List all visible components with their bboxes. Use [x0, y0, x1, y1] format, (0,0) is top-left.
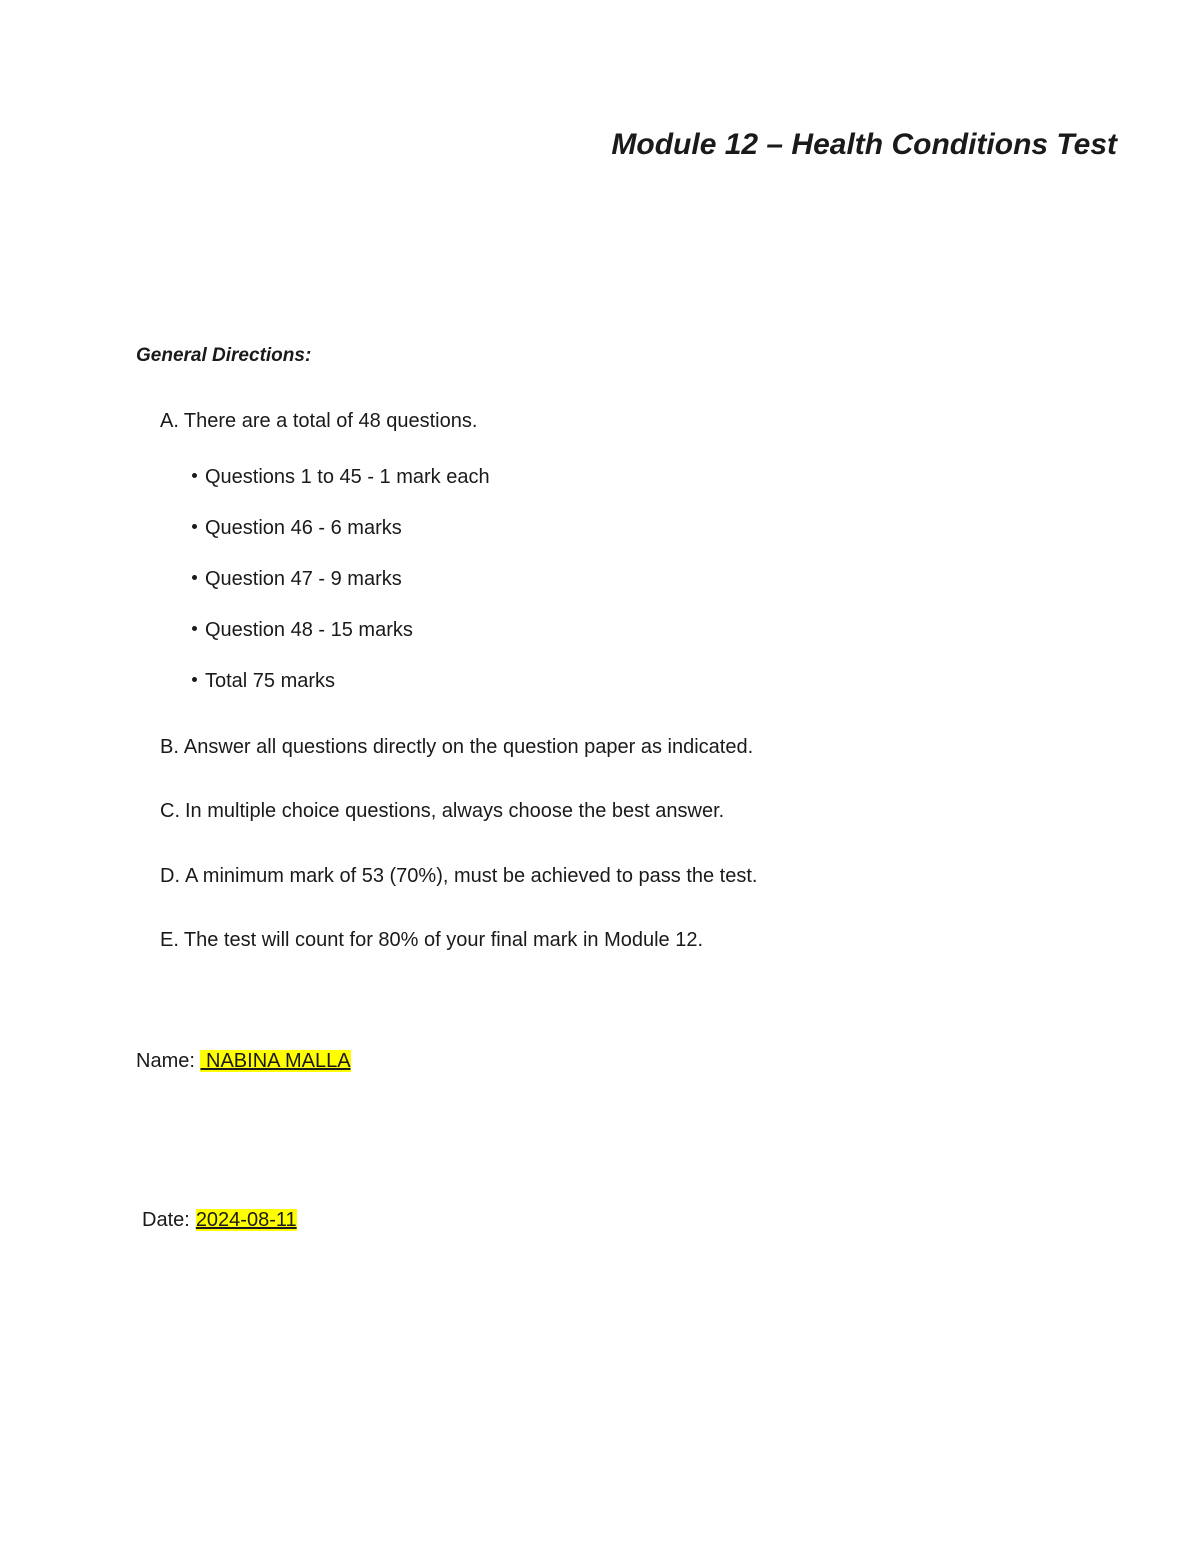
item-text: Answer all questions directly on the question paper as indicated. [183, 736, 754, 758]
bullet-icon [192, 626, 197, 631]
name-label: Name: [136, 1050, 195, 1072]
marks-bullet [192, 670, 335, 693]
direction-item-b [160, 736, 753, 759]
item-letter: E. [160, 929, 179, 951]
item-letter: A. [160, 410, 179, 432]
date-field [142, 1209, 297, 1232]
marks-bullet [192, 517, 402, 540]
direction-item-a [160, 410, 477, 433]
bullet-text: Total 75 marks [205, 670, 336, 692]
marks-bullet [192, 466, 490, 489]
bullet-icon [192, 575, 197, 580]
direction-item-c [160, 800, 724, 823]
item-text: In multiple choice questions, always choose the best answer. [185, 800, 725, 822]
direction-item-e [160, 929, 703, 952]
item-text: The test will count for 80% of your final mark in Module 12. [183, 929, 704, 951]
bullet-icon [192, 524, 197, 529]
direction-item-d [160, 865, 757, 888]
bullet-text: Question 48 - 15 marks [205, 619, 413, 641]
name-value: NABINA MALLA [200, 1050, 351, 1072]
marks-bullet [192, 619, 413, 642]
document-title: Module 12 – Health Conditions Test [611, 128, 1117, 161]
item-letter: B. [160, 736, 179, 758]
bullet-text: Question 47 - 9 marks [205, 568, 402, 590]
directions-heading: General Directions: [136, 345, 312, 366]
item-text: A minimum mark of 53 (70%), must be achieved to pass the test. [185, 865, 758, 887]
name-field [136, 1050, 351, 1073]
bullet-text: Questions 1 to 45 - 1 mark each [205, 466, 490, 488]
date-value: 2024-08-11 [195, 1209, 297, 1231]
marks-bullet [192, 568, 402, 591]
bullet-icon [192, 473, 197, 478]
item-text: There are a total of 48 questions. [183, 410, 478, 432]
item-letter: D. [160, 865, 180, 887]
bullet-icon [192, 677, 197, 682]
item-letter: C. [160, 800, 180, 822]
date-label: Date: [142, 1209, 190, 1231]
bullet-text: Question 46 - 6 marks [205, 517, 402, 539]
